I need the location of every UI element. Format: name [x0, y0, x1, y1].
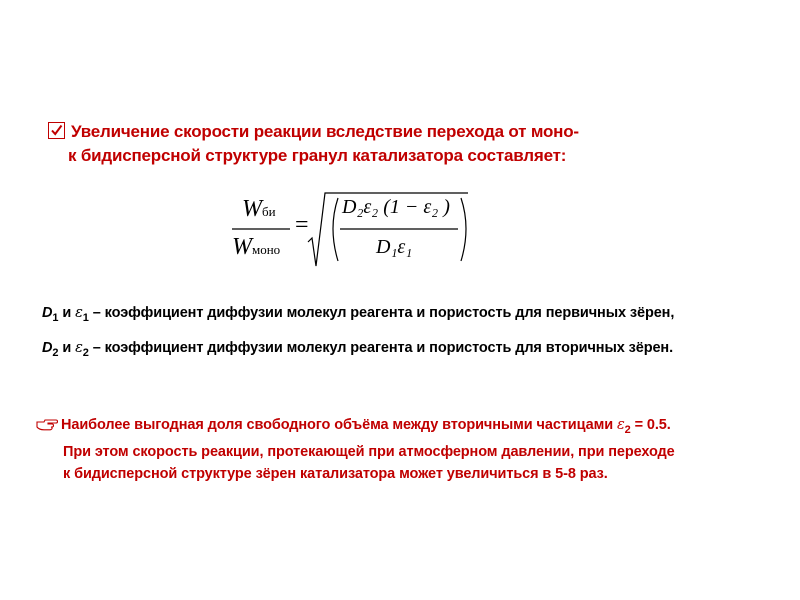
note-line-1: Наиболее выгодная доля свободного объёма между вторичными частицами $\varepsilon_2 = 0.5$. — [61, 417, 671, 436]
definition-row: $D_1$ и $\varepsilon_1$ – коэффициент диффузии молекул реагента и пористость для первичных зёрен, — [42, 305, 675, 324]
checkbox-checked-icon — [48, 122, 65, 139]
pointing-hand-icon — [36, 416, 58, 438]
heading — [48, 120, 668, 168]
equals-sign: = — [295, 212, 309, 238]
definitions — [42, 298, 674, 368]
heading-line-2: к бидисперсной структуре гранул катализатора составляет: — [68, 146, 567, 165]
lhs-numerator: Wби — [242, 196, 276, 222]
heading-line-1: Увеличение скорости реакции вследствие перехода от моно- — [71, 122, 579, 141]
formula — [228, 188, 488, 272]
lhs-denominator: Wмоно — [232, 234, 281, 260]
note — [36, 414, 756, 485]
rhs-denominator: D₁ε₁ — [376, 236, 413, 258]
note-line-2: При этом скорость реакции, протекающей при атмосферном давлении, при переходе — [63, 443, 675, 460]
rhs-numerator: D₂ε₂ (1 − ε₂ ) — [342, 196, 450, 218]
note-line-3: к бидисперсной структуре зёрен катализатора может увеличиться в 5-8 раз. — [63, 465, 608, 482]
definition-row: $D_2$ и $\varepsilon_2$ – коэффициент диффузии молекул реагента и пористость для вторичных зёрен. — [42, 339, 674, 359]
